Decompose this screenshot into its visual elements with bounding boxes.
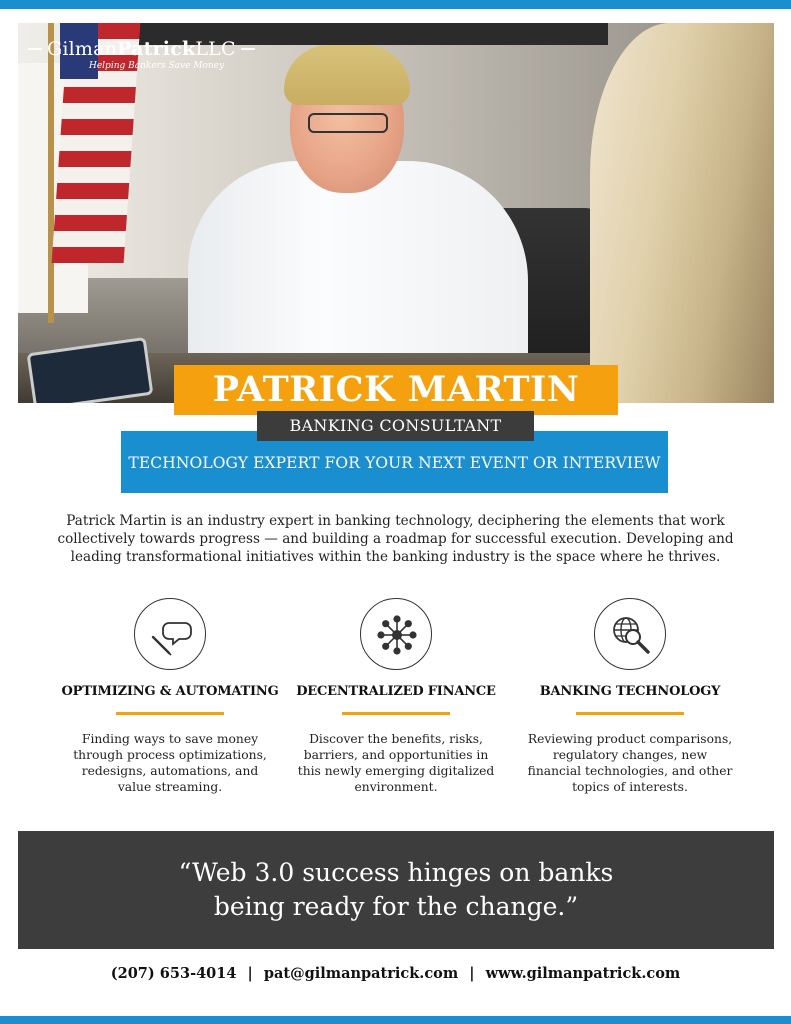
company-logo: GilmanPatrickLLC Helping Bankers Save Money <box>28 38 288 71</box>
website-link[interactable]: www.gilmanpatrick.com <box>485 965 681 982</box>
separator: | <box>469 965 475 982</box>
phone-number[interactable]: (207) 653-4014 <box>110 965 237 982</box>
tablet-device <box>27 337 154 403</box>
quote-banner <box>18 831 774 949</box>
feature-title: DECENTRALIZED FINANCE <box>296 684 496 699</box>
quote-text: “Web 3.0 success hinges on banks being ready for the change.” <box>178 858 614 921</box>
topic-banner: TECHNOLOGY EXPERT FOR YOUR NEXT EVENT OR INTERVIEW <box>121 431 668 493</box>
network-nodes-icon <box>360 598 432 670</box>
feature-banking-tech <box>515 598 745 795</box>
feature-description: Finding ways to save money through process optimizations, redesigns, automations, and value streaming. <box>73 732 267 794</box>
contact-line <box>0 965 791 982</box>
feature-divider <box>116 712 224 715</box>
feature-description: Reviewing product comparisons, regulatory changes, new financial technologies, and other topics of interests. <box>527 732 733 794</box>
feature-optimizing <box>55 598 285 795</box>
separator: | <box>247 965 253 982</box>
feature-divider <box>342 712 450 715</box>
consultant-name: PATRICK MARTIN <box>174 365 618 415</box>
feature-defi <box>281 598 511 795</box>
company-tagline: Helping Bankers Save Money <box>89 61 225 71</box>
consultant-role: BANKING CONSULTANT <box>257 411 534 441</box>
feature-description: Discover the benefits, risks, barriers, and opportunities in this newly emerging digitalized environment. <box>297 732 495 794</box>
top-accent-bar <box>0 0 791 9</box>
intro-paragraph: Patrick Martin is an industry expert in banking technology, deciphering the elements that work collectively towards progress — and building a roadmap for successful execution. Developing and leading transformational initiatives within the banking industry is the space where he thrives. <box>57 513 734 565</box>
hero-photo <box>18 23 774 403</box>
feature-divider <box>576 712 684 715</box>
feature-title: OPTIMIZING & AUTOMATING <box>61 684 279 699</box>
bottom-accent-bar <box>0 1016 791 1024</box>
pen-speech-bubble-icon <box>134 598 206 670</box>
feature-title: BANKING TECHNOLOGY <box>539 684 721 699</box>
globe-magnifier-icon <box>594 598 666 670</box>
email-link[interactable]: pat@gilmanpatrick.com <box>263 965 459 982</box>
